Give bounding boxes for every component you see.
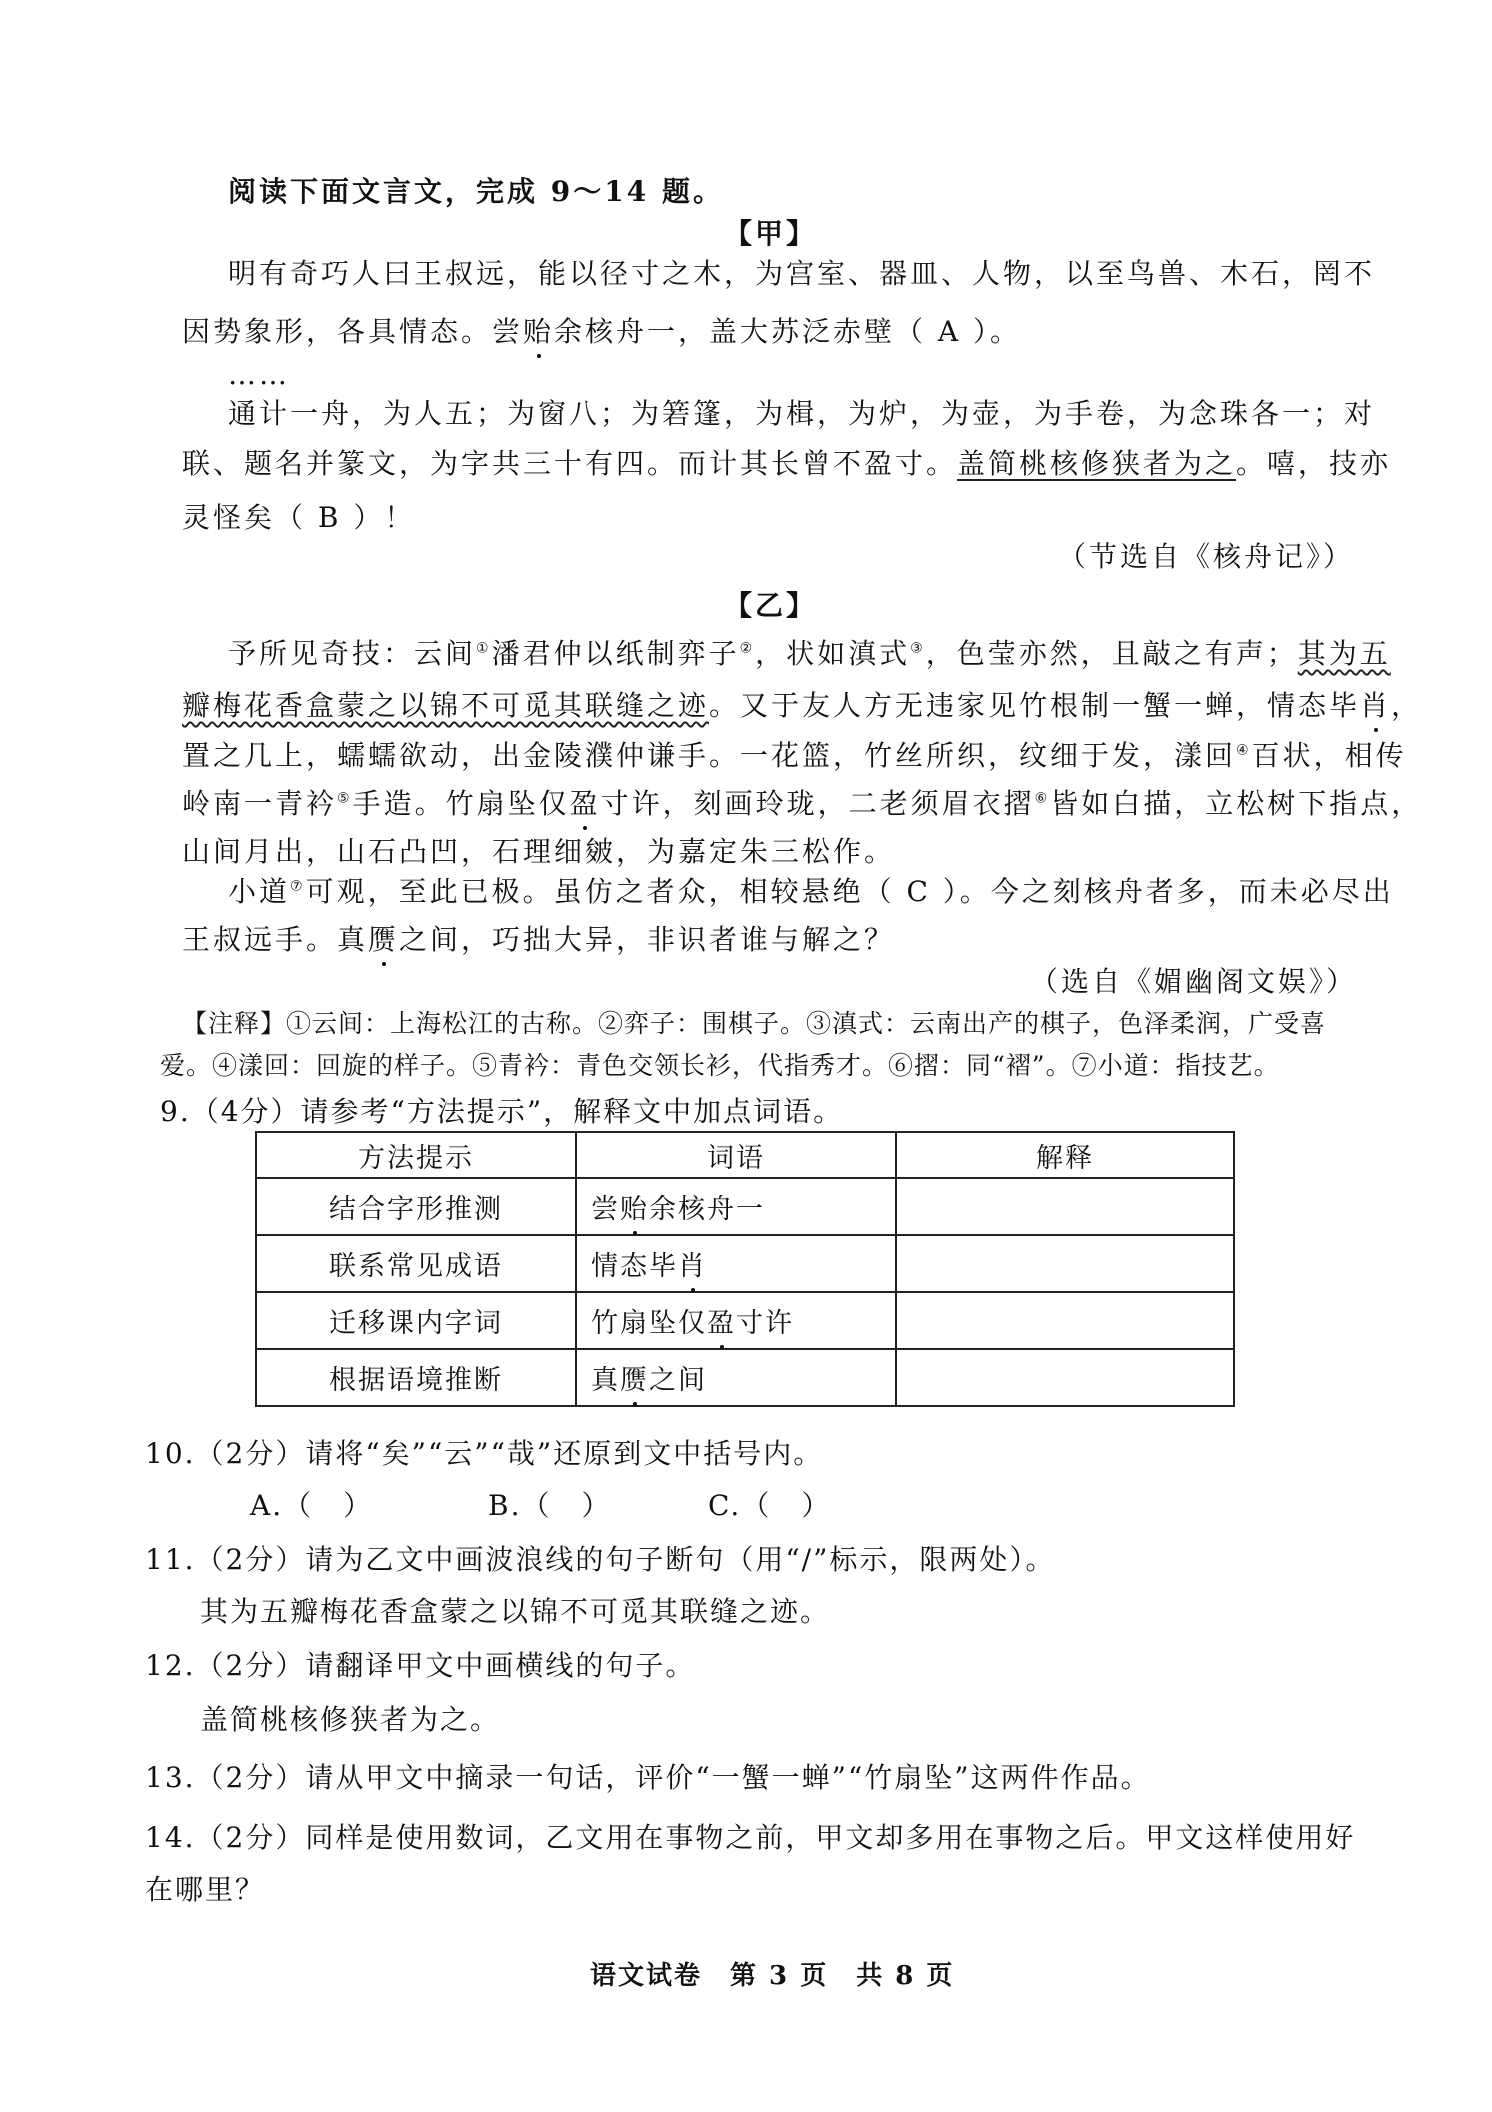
question-10: 10.（2分）请将“矣”“云”“哉”还原到文中括号内。 <box>145 1437 824 1470</box>
method-cell: 迁移课内字词 <box>256 1292 576 1349</box>
dotted-word: 肖 <box>1360 689 1392 722</box>
table-header: 词语 <box>576 1132 896 1178</box>
table-row <box>256 1349 1234 1406</box>
dotted-word: 盈 <box>569 787 601 820</box>
yi-source: （选自《媚幽阁文娱》） <box>1030 965 1358 998</box>
question-14-line-1: 14.（2分）同样是使用数词，乙文用在事物之前，甲文却多用在事物之后。甲文这样使用好 <box>145 1821 1356 1854</box>
dotted-word: 赝 <box>368 923 400 956</box>
jia-line-3: 通计一舟，为人五；为窗八；为箬篷，为楫，为炉，为壶，为手卷，为念珠各一；对 <box>228 397 1376 430</box>
table-row <box>256 1292 1234 1349</box>
q10-blank-b[interactable]: B.（ ） <box>488 1489 612 1522</box>
q9-answer-table <box>255 1131 1235 1407</box>
annotation-line-1: 【注释】①云间：上海松江的古称。②弈子：围棋子。③滇式：云南出产的棋子，色泽柔润，广受喜 <box>182 1009 1327 1038</box>
underlined-sentence: 盖简桃核修狭者为之 <box>957 447 1237 480</box>
jia-line-2: 因势象形，各具情态。尝贻余核舟一，盖大苏泛赤壁（ A ）。 <box>182 315 1022 348</box>
question-11: 11.（2分）请为乙文中画波浪线的句子断句（用“/”标示，限两处）。 <box>145 1543 1056 1576</box>
word-cell: 情态毕肖 <box>576 1235 896 1292</box>
yi-line-3: 置之几上，蠕蠕欲动，出金陵濮仲谦手。一花篮，竹丝所织，纹细于发，漾回④百状，相传 <box>182 739 1407 772</box>
yi-line-7: 王叔远手。真赝之间，巧拙大异，非识者谁与解之？ <box>182 923 896 956</box>
answer-cell[interactable] <box>896 1178 1234 1235</box>
answer-cell[interactable] <box>896 1292 1234 1349</box>
question-13: 13.（2分）请从甲文中摘录一句话，评价“一蟹一蝉”“竹扇坠”这两件作品。 <box>145 1761 1151 1794</box>
question-12: 12.（2分）请翻译甲文中画横线的句子。 <box>145 1649 696 1682</box>
table-header: 解释 <box>896 1132 1234 1178</box>
jia-line-4: 联、题名并篆文，为字共三十有四。而计其长曾不盈寸。盖简桃核修狭者为之。嘻，技亦 <box>182 447 1392 480</box>
table-header: 方法提示 <box>256 1132 576 1178</box>
yi-line-4: 岭南一青衿⑤手造。竹扇坠仅盈寸许，刻画玲珑，二老须眉衣摺⑥皆如白描，立松树下指点， <box>182 787 1423 820</box>
jia-line-5: 灵怪矣（ B ）！ <box>182 501 416 534</box>
q10-blank-a[interactable]: A.（ ） <box>250 1489 374 1522</box>
reading-instruction: 阅读下面文言文，完成 9～14 题。 <box>228 175 724 208</box>
q11-sentence: 其为五瓣梅花香盒蒙之以锦不可觅其联缝之迹。 <box>200 1595 831 1628</box>
yi-line-5: 山间月出，山石凸凹，石理细皴，为嘉定朱三松作。 <box>182 835 896 868</box>
table-row <box>256 1178 1234 1235</box>
jia-source: （节选自《核舟记》） <box>1058 540 1355 573</box>
passage-yi-heading: 【乙】 <box>724 589 818 622</box>
yi-line-1: 予所见奇技：云间①潘君仲以纸制弈子②，状如滇式③，色莹亦然，且敲之有声；其为五 <box>228 637 1391 670</box>
method-cell: 根据语境推断 <box>256 1349 576 1406</box>
word-cell: 竹扇坠仅盈寸许 <box>576 1292 896 1349</box>
wavy-sentence-part2: 瓣梅花香盒蒙之以锦不可觅其联缝之迹 <box>182 689 710 722</box>
ellipsis: …… <box>228 358 290 391</box>
word-cell: 尝贻余核舟一 <box>576 1178 896 1235</box>
word-cell: 真赝之间 <box>576 1349 896 1406</box>
q10-blank-c[interactable]: C.（ ） <box>708 1489 832 1522</box>
passage-jia-heading: 【甲】 <box>724 217 818 250</box>
page-footer: 语文试卷 第 3 页 共 8 页 <box>590 1961 955 1991</box>
wavy-sentence-part1: 其为五 <box>1297 637 1391 670</box>
answer-cell[interactable] <box>896 1235 1234 1292</box>
method-cell: 联系常见成语 <box>256 1235 576 1292</box>
table-row <box>256 1235 1234 1292</box>
method-cell: 结合字形推测 <box>256 1178 576 1235</box>
annotation-line-2: 爱。④漾回：回旋的样子。⑤青衿：青色交领长衫，代指秀才。⑥摺：同“褶”。⑦小道：指技艺。 <box>160 1051 1280 1080</box>
q12-sentence: 盖简桃核修狭者为之。 <box>200 1703 501 1736</box>
question-9: 9.（4分）请参考“方法提示”，解释文中加点词语。 <box>160 1095 844 1128</box>
question-14-line-2: 在哪里？ <box>145 1873 266 1906</box>
jia-line-1: 明有奇巧人曰王叔远，能以径寸之木，为宫室、器皿、人物，以至鸟兽、木石，罔不 <box>228 257 1376 290</box>
dotted-word: 贻 <box>523 315 555 348</box>
yi-line-6: 小道⑦可观，至此已极。虽仿之者众，相较悬绝（ C ）。今之刻核舟者多，而未必尽出 <box>228 875 1394 908</box>
answer-cell[interactable] <box>896 1349 1234 1406</box>
yi-line-2: 瓣梅花香盒蒙之以锦不可觅其联缝之迹。又于友人方无违家见竹根制一蟹一蝉，情态毕肖， <box>182 689 1423 722</box>
